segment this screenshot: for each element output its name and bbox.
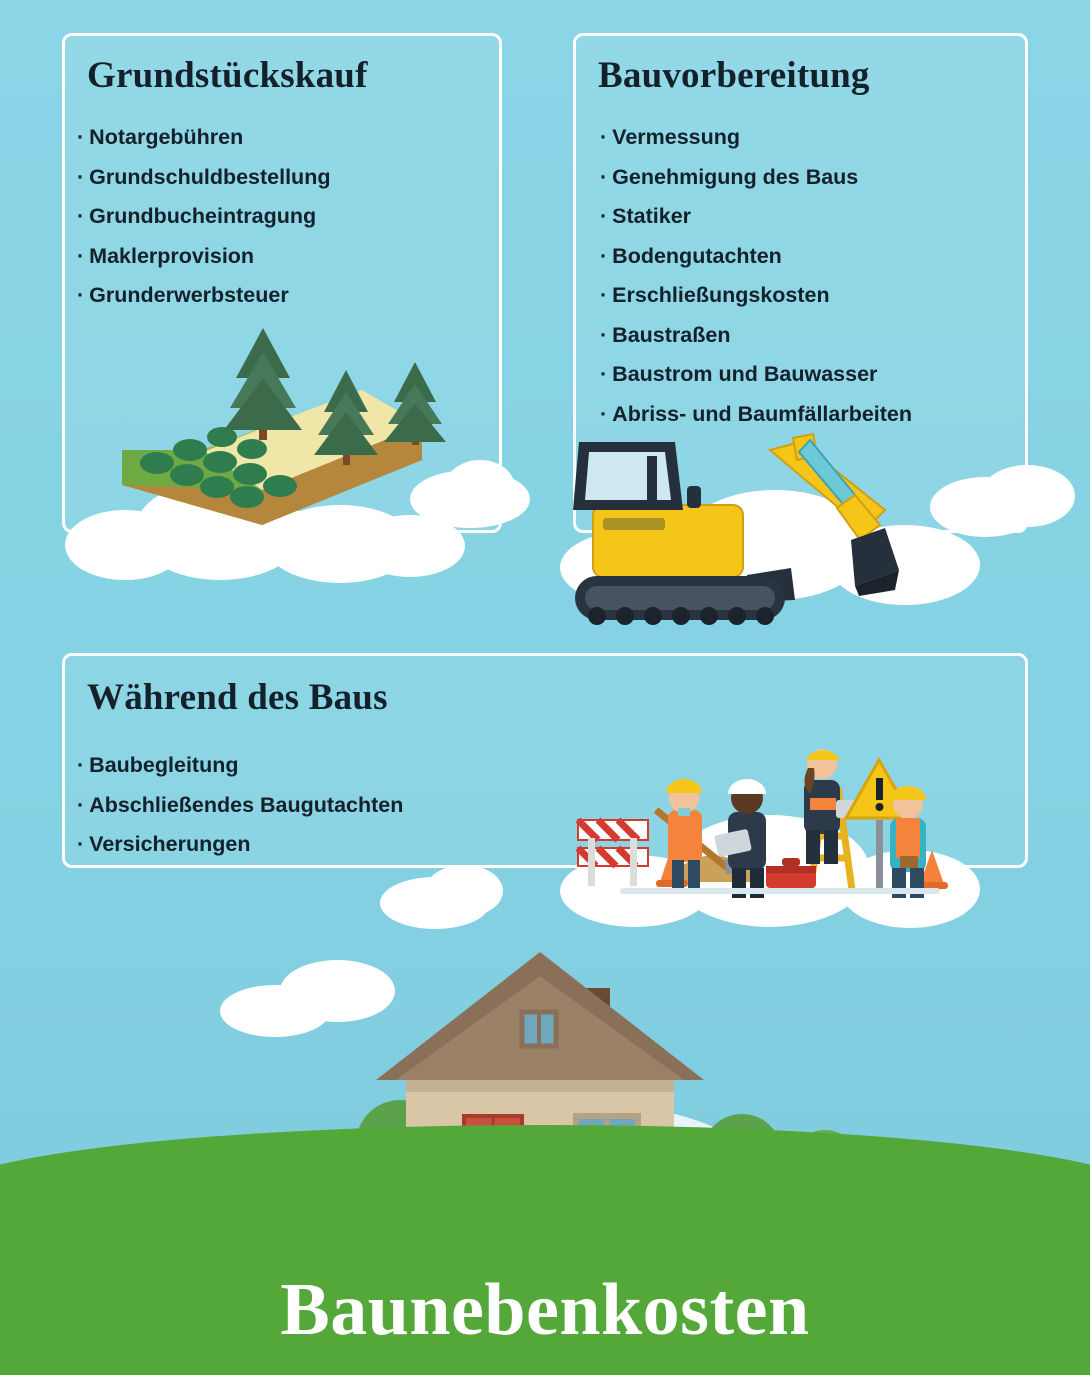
list-item-label: Grundbucheintragung — [89, 204, 317, 228]
list-item-label: Abschließendes Baugutachten — [89, 792, 404, 817]
list-item-label: Versicherungen — [89, 832, 251, 856]
list-grundstueckskauf — [77, 118, 330, 316]
bullet: · — [600, 204, 608, 228]
bullet: · — [77, 164, 85, 189]
list-item-label: Notargebühren — [89, 125, 244, 149]
list-item — [77, 237, 330, 277]
illustration-plot-of-land — [62, 300, 482, 560]
bullet: · — [600, 164, 608, 189]
list-item — [77, 746, 403, 786]
list-item-label: Abriss- und Baumfällarbeiten — [612, 401, 913, 426]
list-bauvorbereitung — [600, 118, 912, 434]
illustration-construction-workers — [560, 660, 980, 920]
bullet: · — [600, 362, 608, 386]
list-waehrend-des-baus — [77, 746, 403, 865]
list-item — [77, 197, 330, 237]
bullet: · — [77, 243, 85, 268]
bullet: · — [600, 401, 608, 426]
card-title-waehrend-des-baus: Während des Baus — [87, 677, 388, 718]
list-item — [600, 158, 912, 198]
list-item-label: Baubegleitung — [89, 753, 239, 777]
list-item-label: Bodengutachten — [612, 243, 782, 268]
construction-workers-icon — [560, 660, 980, 920]
list-item-label: Erschließungskosten — [612, 283, 830, 307]
page-title: Baunebenkosten — [280, 1269, 810, 1351]
list-item-label: Baustraßen — [612, 322, 731, 347]
bullet: · — [600, 243, 608, 268]
list-item-label: Grunderwerbsteuer — [89, 283, 289, 307]
excavator-icon — [555, 390, 975, 650]
list-item-label: Statiker — [612, 204, 692, 228]
plot-of-land-icon — [62, 300, 482, 560]
list-item-label: Vermessung — [612, 125, 741, 149]
bullet: · — [77, 792, 85, 817]
bullet: · — [77, 832, 85, 856]
bullet: · — [600, 283, 608, 307]
bullet: · — [77, 753, 85, 777]
list-item — [600, 355, 912, 395]
card-title-grundstueckskauf: Grundstückskauf — [87, 55, 368, 96]
list-item — [77, 118, 330, 158]
list-item-label: Maklerprovision — [89, 243, 255, 268]
bullet: · — [77, 125, 85, 149]
bullet: · — [77, 204, 85, 228]
list-item — [600, 316, 912, 356]
bullet: · — [600, 322, 608, 347]
card-title-bauvorbereitung: Bauvorbereitung — [598, 55, 870, 96]
list-item-label: Grundschuldbestellung — [89, 164, 331, 189]
bullet: · — [600, 125, 608, 149]
list-item — [600, 118, 912, 158]
list-item-label: Genehmigung des Baus — [612, 164, 859, 189]
cloud-decoration — [380, 865, 510, 935]
list-item — [600, 237, 912, 277]
illustration-excavator — [555, 390, 975, 650]
list-item — [600, 197, 912, 237]
list-item — [77, 825, 403, 865]
list-item-label: Baustrom und Bauwasser — [612, 362, 878, 386]
list-item — [77, 158, 330, 198]
list-item — [77, 786, 403, 826]
bullet: · — [77, 283, 85, 307]
list-item — [600, 276, 912, 316]
